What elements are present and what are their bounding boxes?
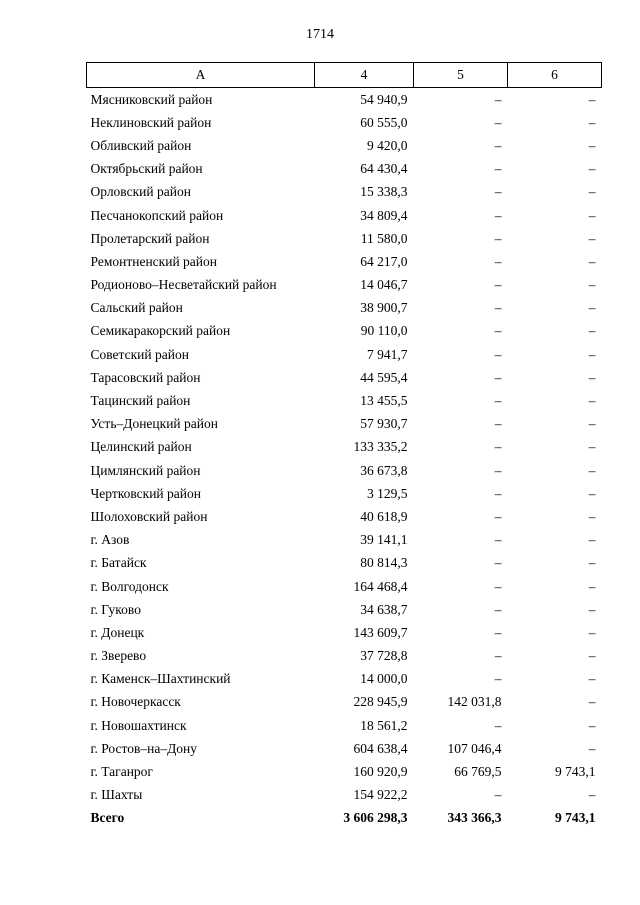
row-col5-cell: – [494, 508, 502, 524]
row-name-cell: Родионово–Несветайский район [90, 277, 277, 293]
row-col4-cell: 228 945,9 [353, 694, 408, 710]
row-col6-cell: – [588, 671, 596, 687]
row-col5-cell: – [494, 671, 502, 687]
row-col6-cell: – [588, 393, 596, 409]
row-col6-cell: – [588, 532, 596, 548]
row-name-cell: Советский район [90, 346, 189, 362]
row-col6-cell: – [588, 601, 596, 617]
table-row [87, 88, 602, 112]
row-col4-cell: 9 420,0 [367, 137, 408, 153]
table-row [87, 691, 602, 714]
row-col5-cell: – [494, 578, 502, 594]
budget-table [86, 62, 602, 830]
table-row [87, 552, 602, 575]
row-col6-cell: – [588, 346, 596, 362]
row-name-cell: г. Волгодонск [90, 578, 169, 594]
row-col4-cell: 7 941,7 [367, 346, 408, 362]
table-header [87, 63, 602, 88]
table-row [87, 413, 602, 436]
row-name-cell: Обливский район [90, 137, 192, 153]
row-name-cell: Песчанокопский район [90, 207, 224, 223]
table-row [87, 343, 602, 366]
row-col5-cell: – [494, 253, 502, 269]
row-name-cell: Ремонтненский район [90, 253, 217, 269]
row-col5-cell: – [494, 91, 502, 107]
row-col4-cell: 604 638,4 [353, 740, 408, 756]
row-name-cell: г. Азов [90, 532, 130, 548]
row-col4-cell: 15 338,3 [360, 184, 408, 200]
row-col6-cell: – [588, 439, 596, 455]
row-col4-cell: 133 335,2 [353, 439, 408, 455]
row-col6-cell: – [588, 740, 596, 756]
row-name-cell: г. Каменск–Шахтинский [90, 671, 231, 687]
row-col5-cell: – [494, 137, 502, 153]
table-row [87, 297, 602, 320]
row-col6-cell: – [588, 578, 596, 594]
row-col5-cell: – [494, 717, 502, 733]
row-name-cell: г. Батайск [90, 555, 147, 571]
row-name-cell: г. Донецк [90, 624, 145, 640]
table-row [87, 250, 602, 273]
row-col5-cell: – [494, 161, 502, 177]
row-col6-cell: – [588, 253, 596, 269]
row-col4-cell: 39 141,1 [360, 532, 408, 548]
row-col5-cell: – [494, 369, 502, 385]
row-col6-cell: – [588, 114, 596, 130]
total-row-name-cell: Всего [90, 810, 125, 826]
table-row [87, 459, 602, 482]
row-col5-cell: – [494, 230, 502, 246]
row-col4-cell: 54 940,9 [360, 91, 408, 107]
row-col5-cell: – [494, 323, 502, 339]
row-col6-cell: – [588, 717, 596, 733]
row-col6-cell: – [588, 416, 596, 432]
table-row [87, 181, 602, 204]
row-name-cell: Орловский район [90, 184, 191, 200]
row-col4-cell: 14 000,0 [360, 671, 408, 687]
row-col6-cell: – [588, 277, 596, 293]
row-col4-cell: 90 110,0 [360, 323, 408, 339]
row-name-cell: г. Гуково [90, 601, 141, 617]
row-col6-cell: – [588, 508, 596, 524]
row-col6-cell: – [588, 485, 596, 501]
row-col5-cell: – [494, 485, 502, 501]
row-name-cell: Семикаракорский район [90, 323, 231, 339]
table-row [87, 134, 602, 157]
row-col5-cell: – [494, 648, 502, 664]
table-row [87, 621, 602, 644]
row-col6-cell: – [588, 161, 596, 177]
row-col4-cell: 13 455,5 [360, 393, 408, 409]
row-col4-cell: 164 468,4 [353, 578, 408, 594]
table-row [87, 505, 602, 528]
total-row-col5-cell: 343 366,3 [447, 810, 502, 826]
table-row [87, 668, 602, 691]
row-col6-cell: – [588, 555, 596, 571]
row-name-cell: Целинский район [90, 439, 192, 455]
row-col4-cell: 34 809,4 [360, 207, 408, 223]
row-col6-cell: – [588, 137, 596, 153]
table-row [87, 714, 602, 737]
row-name-cell: Усть–Донецкий район [90, 416, 218, 432]
row-col5-cell: – [494, 624, 502, 640]
table-row [87, 575, 602, 598]
row-col4-cell: 14 046,7 [360, 277, 408, 293]
row-col5-cell: – [494, 207, 502, 223]
row-name-cell: Мясниковский район [90, 91, 213, 107]
row-col5-cell: 142 031,8 [447, 694, 502, 710]
row-col4-cell: 36 673,8 [360, 462, 408, 478]
row-col4-cell: 60 555,0 [360, 114, 408, 130]
row-name-cell: Сальский район [90, 300, 183, 316]
row-name-cell: г. Зверево [90, 648, 147, 664]
table-row [87, 760, 602, 783]
row-col6-cell: – [588, 369, 596, 385]
row-name-cell: Пролетарский район [90, 230, 210, 246]
row-col4-cell: 44 595,4 [360, 369, 408, 385]
row-col5-cell: – [494, 462, 502, 478]
row-col6-cell: – [588, 462, 596, 478]
row-col5-cell: – [494, 184, 502, 200]
row-col6-cell: 9 743,1 [555, 764, 596, 780]
row-col4-cell: 64 217,0 [360, 253, 408, 269]
row-name-cell: г. Новошахтинск [90, 717, 187, 733]
row-col4-cell: 80 814,3 [360, 555, 408, 571]
row-col5-cell: – [494, 787, 502, 803]
row-col6-cell: – [588, 323, 596, 339]
header-col-a: А [87, 63, 315, 88]
total-row-col4-cell: 3 606 298,3 [343, 810, 408, 826]
row-name-cell: Неклиновский район [90, 114, 212, 130]
row-col6-cell: – [588, 648, 596, 664]
row-col5-cell: – [494, 555, 502, 571]
table-row [87, 227, 602, 250]
row-col5-cell: – [494, 532, 502, 548]
row-col4-cell: 34 638,7 [360, 601, 408, 617]
row-col5-cell: – [494, 346, 502, 362]
row-col4-cell: 154 922,2 [353, 787, 408, 803]
table-row [87, 366, 602, 389]
table-row [87, 482, 602, 505]
header-row [87, 63, 602, 88]
table-row [87, 436, 602, 459]
row-col4-cell: 143 609,7 [353, 624, 408, 640]
row-col6-cell: – [588, 184, 596, 200]
page-number: 1714 [306, 27, 334, 42]
row-name-cell: Октябрьский район [90, 161, 203, 177]
row-col5-cell: – [494, 601, 502, 617]
row-col4-cell: 160 920,9 [353, 764, 408, 780]
table-row [87, 158, 602, 181]
table-body [87, 88, 602, 831]
row-col4-cell: 37 728,8 [360, 648, 408, 664]
table-row [87, 111, 602, 134]
row-col6-cell: – [588, 207, 596, 223]
table-row [87, 274, 602, 297]
row-name-cell: Шолоховский район [90, 508, 208, 524]
row-col4-cell: 3 129,5 [367, 485, 408, 501]
table-row [87, 737, 602, 760]
header-col-5: 5 [414, 63, 508, 88]
row-col6-cell: – [588, 787, 596, 803]
row-col5-cell: 66 769,5 [454, 764, 502, 780]
row-col5-cell: – [494, 393, 502, 409]
row-name-cell: г. Таганрог [90, 764, 153, 780]
header-col-6: 6 [508, 63, 602, 88]
row-name-cell: г. Новочеркасск [90, 694, 181, 710]
table-row [87, 645, 602, 668]
total-row [87, 807, 602, 830]
table-row [87, 204, 602, 227]
row-col6-cell: – [588, 300, 596, 316]
row-name-cell: Чертковский район [90, 485, 201, 501]
row-col6-cell: – [588, 230, 596, 246]
row-col5-cell: – [494, 114, 502, 130]
row-col6-cell: – [588, 91, 596, 107]
row-col6-cell: – [588, 694, 596, 710]
row-col4-cell: 11 580,0 [360, 230, 408, 246]
table-row [87, 320, 602, 343]
row-col4-cell: 64 430,4 [360, 161, 408, 177]
row-name-cell: г. Ростов–на–Дону [90, 740, 198, 756]
row-name-cell: Цимлянский район [90, 462, 201, 478]
row-col5-cell: 107 046,4 [447, 740, 502, 756]
row-col5-cell: – [494, 277, 502, 293]
table-row [87, 529, 602, 552]
table-row [87, 598, 602, 621]
row-col5-cell: – [494, 300, 502, 316]
total-row-col6-cell: 9 743,1 [555, 810, 596, 826]
row-col6-cell: – [588, 624, 596, 640]
row-col4-cell: 38 900,7 [360, 300, 408, 316]
table-row [87, 784, 602, 807]
row-col5-cell: – [494, 439, 502, 455]
row-name-cell: г. Шахты [90, 787, 143, 803]
row-col4-cell: 18 561,2 [360, 717, 408, 733]
row-col5-cell: – [494, 416, 502, 432]
table-row [87, 389, 602, 412]
row-col4-cell: 40 618,9 [360, 508, 408, 524]
row-name-cell: Тарасовский район [90, 369, 201, 385]
row-name-cell: Тацинский район [90, 393, 191, 409]
row-col4-cell: 57 930,7 [360, 416, 408, 432]
header-col-4: 4 [315, 63, 414, 88]
